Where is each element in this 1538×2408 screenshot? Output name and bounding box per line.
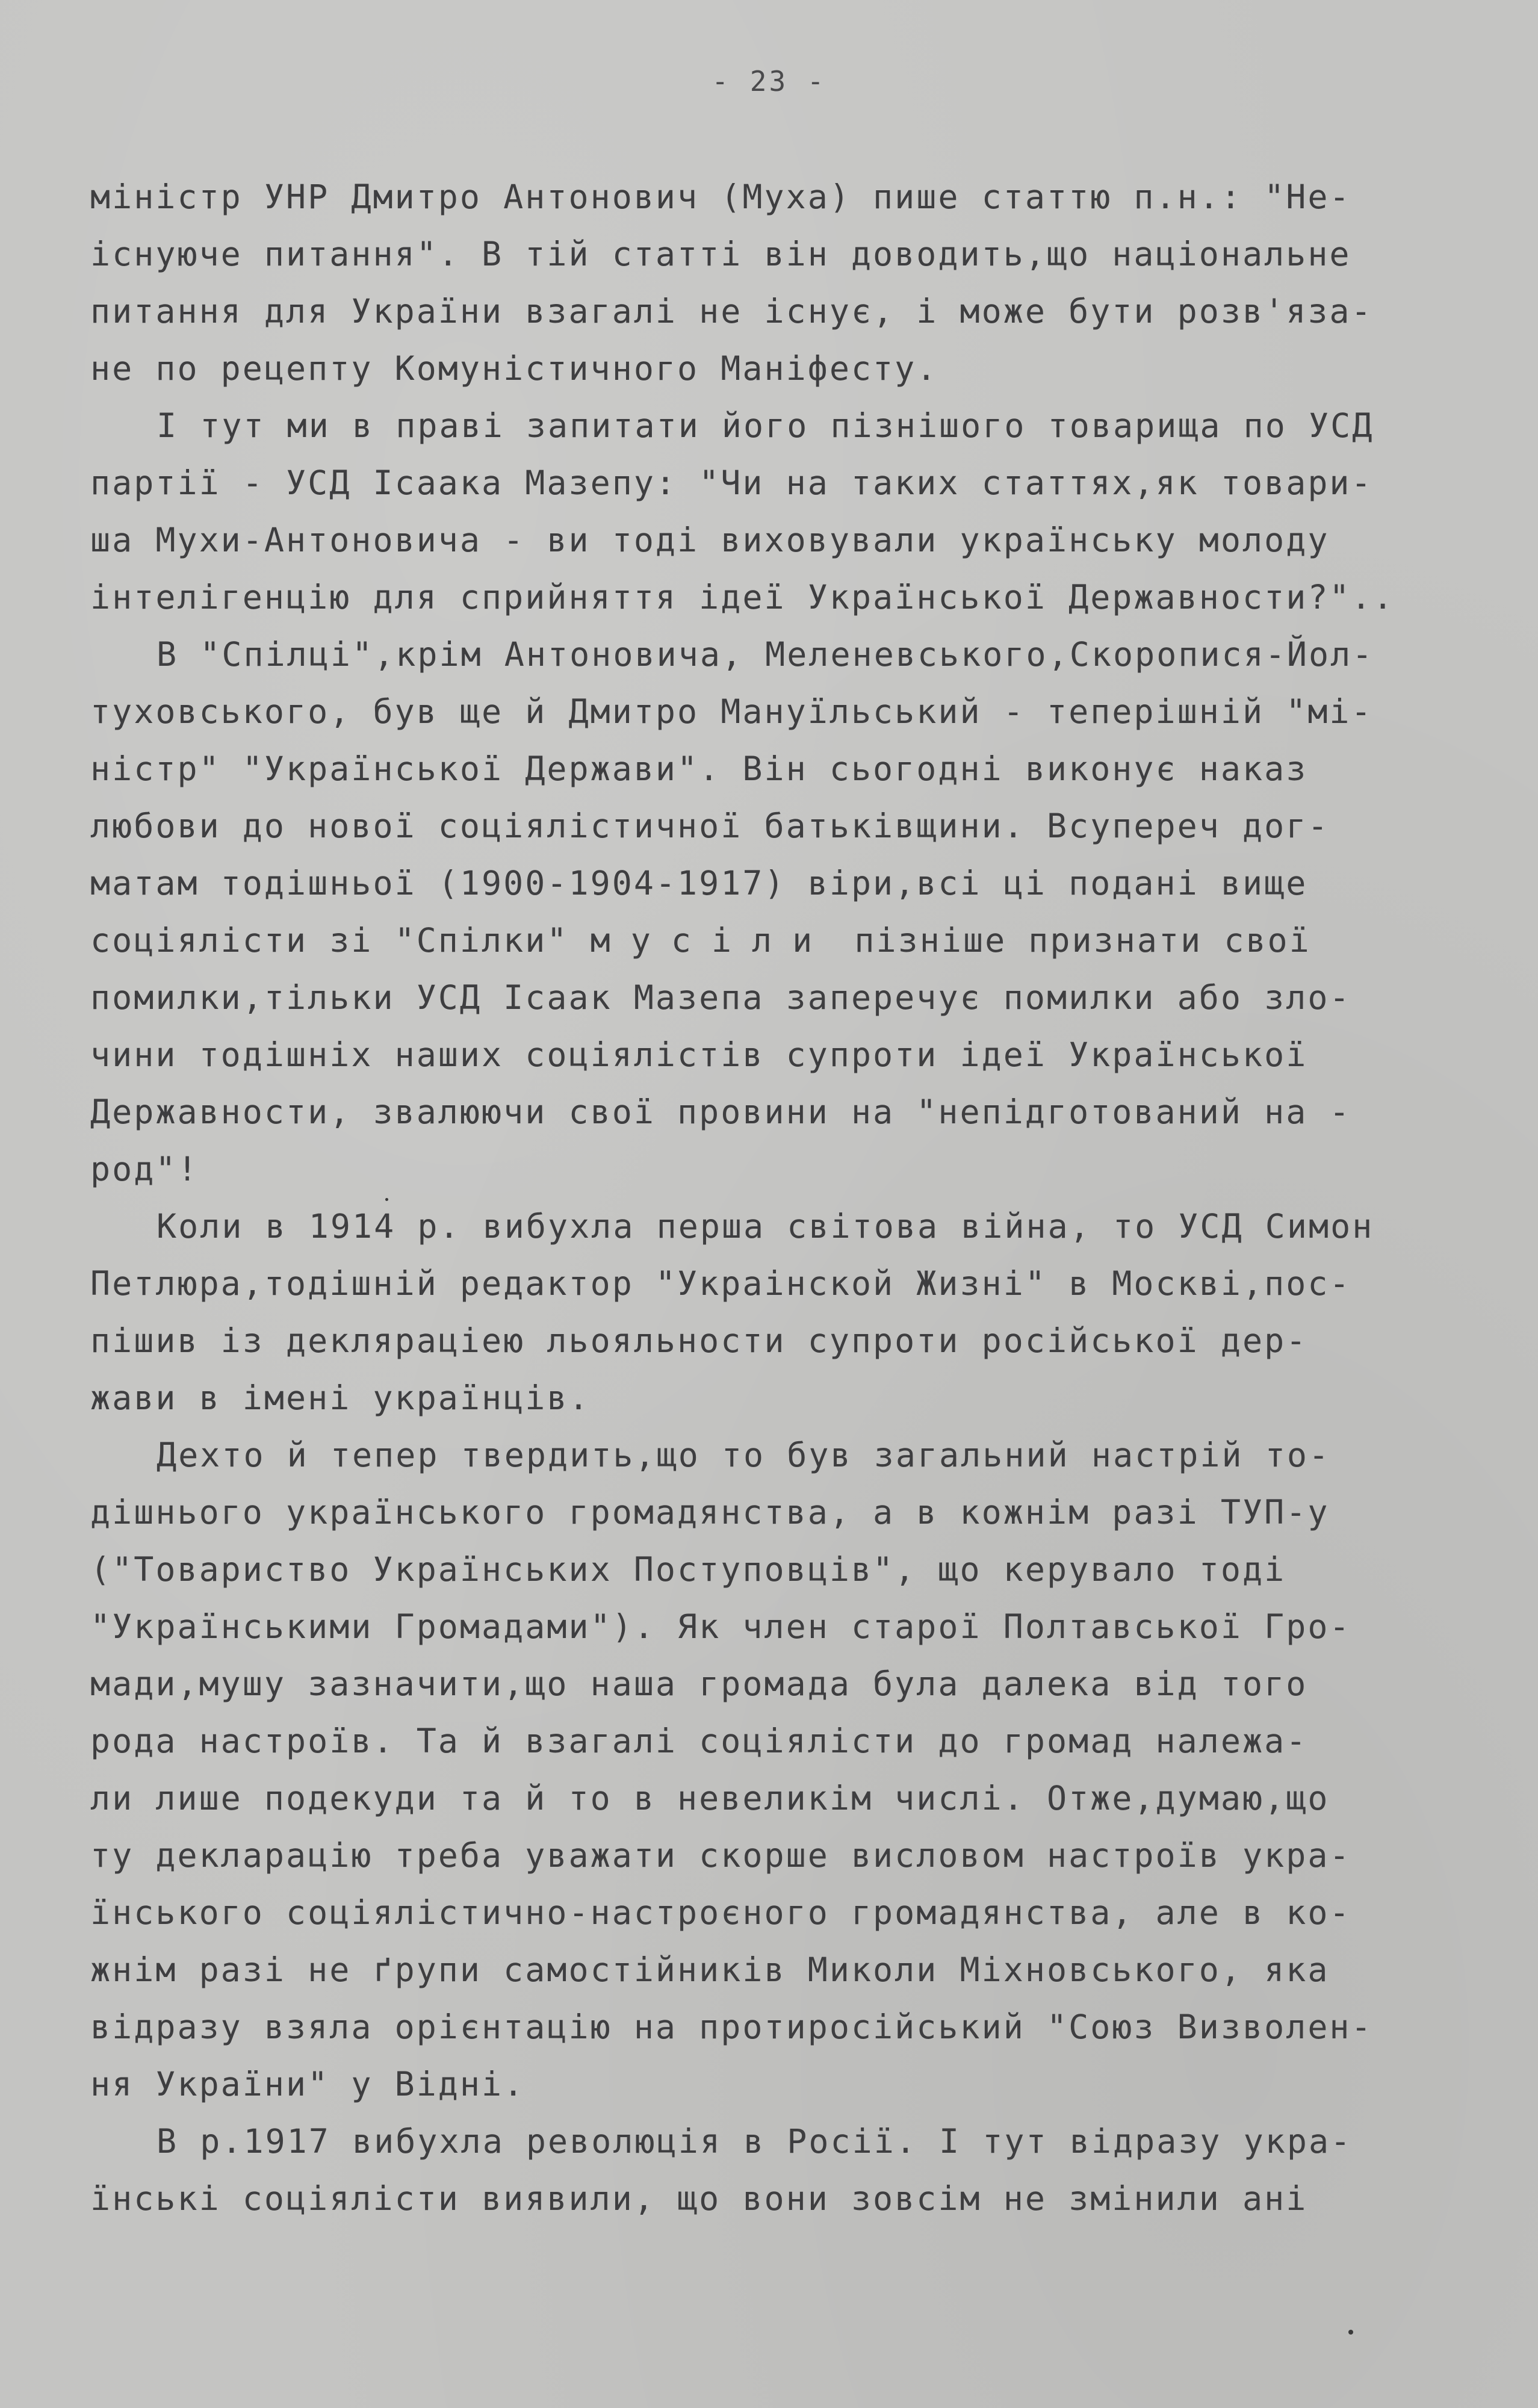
text-line: питання для України взагалі не існує, і може бути розв'яза- (90, 292, 1373, 330)
text-line: Дехто й тепер твердить,що то був загальний настрій то- (157, 1436, 1331, 1474)
text-line: род"! (90, 1150, 199, 1188)
text-line: міністр УНР Дмитро Антонович (Муха) пише статтю п.н.: "Не- (90, 178, 1351, 216)
text-line: матам тодішньої (1900-1904-1917) віри,всі ці подані вище (90, 864, 1308, 902)
text-segment: соціялісти зі "Спілки" (90, 921, 591, 960)
text-line: ністр" "Української Держави". Він сьогодні виконує наказ (90, 749, 1308, 788)
page-number: - 23 - (712, 65, 826, 98)
text-line: любови до нової соціялістичної батьківщини. Всупереч дог- (90, 807, 1330, 845)
text-line: ня України" у Відні. (90, 2065, 526, 2103)
text-line: ли лише подекуди та й то в невеликім числі. Отже,думаю,що (90, 1779, 1330, 1817)
paper-speck (385, 1198, 388, 1201)
text-line: ("Товариство Українських Поступовців", що керувало тоді (90, 1550, 1286, 1589)
text-line: інтелігенцію для сприйняття ідеї Української Державности?".. (90, 578, 1395, 616)
body-text (90, 169, 1451, 2227)
text-line: їнського соціялістично-настроєного громадянства, але в ко- (90, 1893, 1351, 1932)
text-line: жнім разі не ґрупи самостійників Миколи Міхновського, яка (90, 1950, 1330, 1989)
text-line: їнські соціялісти виявили, що вони зовсім не змінили ані (90, 2179, 1308, 2218)
text-line: ша Мухи-Антоновича - ви тоді виховували українську молоду (90, 521, 1330, 559)
text-line: мади,мушу зазначити,що наша громада була далека від того (90, 1665, 1308, 1703)
text-line: туховського, був ще й Дмитро Мануїльський - теперішній "мі- (90, 692, 1373, 731)
text-line: ту декларацію треба уважати скорше висловом настроїв укра- (90, 1836, 1351, 1875)
text-line: І тут ми в праві запитати його пізнішого товарища по УСД (157, 406, 1374, 445)
text-line: не по рецепту Комуністичного Маніфесту. (90, 349, 938, 388)
text-line: Коли в 1914 р. вибухла перша світова війна, то УСД Симон (157, 1207, 1374, 1246)
text-line: помилки,тільки УСД Ісаак Мазепа заперечує помилки або зло- (90, 978, 1351, 1017)
text-line: відразу взяла орієнтацію на протиросійський "Союз Визволен- (90, 2008, 1373, 2046)
text-line: дішнього українського громадянства, а в кожнім разі ТУП-у (90, 1493, 1330, 1531)
spaced-emphasis: мусіли (590, 921, 833, 960)
text-line: В р.1917 вибухла революція в Росії. І тут відразу укра- (157, 2122, 1353, 2161)
text-line (90, 912, 1451, 969)
text-line: Державности, звалюючи свої провини на "непідготований на - (90, 1093, 1351, 1131)
paper-speck (1348, 2330, 1353, 2335)
text-segment: пізніше признати свої (833, 921, 1311, 960)
text-line: рода настроїв. Та й взагалі соціялісти до громад належа- (90, 1722, 1308, 1760)
text-line: існуюче питання". В тій статті він доводить,що національне (90, 235, 1351, 273)
text-line: жави в імені українців. (90, 1379, 591, 1417)
text-line: Петлюра,тодішній редактор "Украінской Жизні" в Москві,пос- (90, 1264, 1351, 1303)
text-line: пішив із декляраціею льояльности супроти російської дер- (90, 1321, 1308, 1360)
text-line: партії - УСД Ісаака Мазепу: "Чи на таких статтях,як товари- (90, 464, 1373, 502)
text-line: "Українськими Громадами"). Як член старої Полтавської Гро- (90, 1607, 1351, 1646)
text-line: В "Спілці",крім Антоновича, Меленевського,Скоропися-Йол- (157, 635, 1374, 674)
text-line: чини тодішніх наших соціялістів супроти ідеї Української (90, 1035, 1308, 1074)
